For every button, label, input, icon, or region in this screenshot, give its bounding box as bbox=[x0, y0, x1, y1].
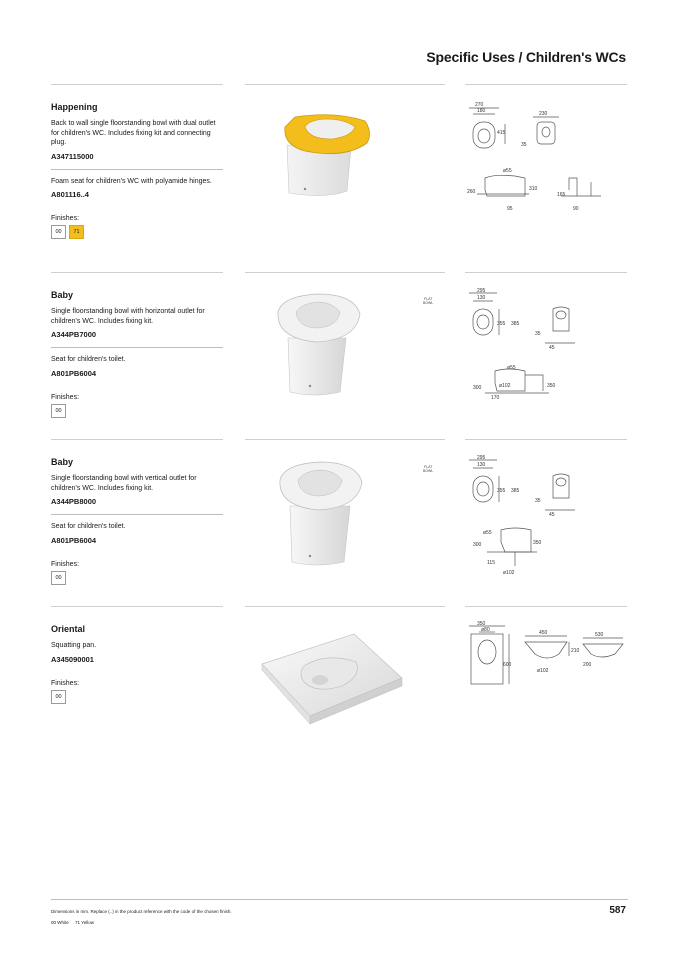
dim-label: 350 bbox=[547, 383, 556, 389]
dim-label: ø102 bbox=[537, 668, 549, 674]
dim-label: 300 bbox=[473, 385, 482, 391]
dim-label: 200 bbox=[583, 662, 592, 668]
section-rule bbox=[245, 272, 445, 273]
technical-drawing-baby-horizontal bbox=[465, 287, 625, 407]
divider bbox=[51, 347, 223, 348]
finish-swatches bbox=[51, 225, 223, 239]
dim-label: 355 bbox=[497, 321, 506, 327]
section-rule bbox=[51, 84, 223, 85]
dim-label: 295 bbox=[477, 288, 486, 294]
squatting-pan-photo bbox=[256, 628, 406, 728]
seat-description: Seat for children's toilet. bbox=[51, 523, 126, 530]
section-rule bbox=[245, 84, 445, 85]
dim-label: 385 bbox=[511, 321, 520, 327]
finishes-label: Finishes: bbox=[51, 215, 80, 222]
dim-label: 35 bbox=[521, 142, 527, 148]
product-baby-vertical bbox=[51, 457, 223, 585]
dim-label: 295 bbox=[477, 455, 486, 461]
product-name: Happening bbox=[51, 102, 98, 112]
finish-swatch-yellow: 71 bbox=[69, 225, 84, 239]
finish-swatch-white: 00 bbox=[51, 225, 66, 239]
product-name: Baby bbox=[51, 290, 74, 300]
toilet-photo-happening bbox=[275, 105, 385, 200]
dim-label: 180 bbox=[477, 108, 486, 114]
bowl-description: Squatting pan. bbox=[51, 642, 97, 649]
divider bbox=[51, 169, 223, 170]
finish-legend: 00 White 71 Yellow bbox=[51, 920, 95, 925]
section-rule bbox=[465, 272, 627, 273]
dim-label: ø80 bbox=[481, 627, 490, 633]
dim-label: 415 bbox=[497, 130, 506, 136]
section-rule bbox=[245, 606, 445, 607]
section-rule bbox=[245, 439, 445, 440]
dim-label: 600 bbox=[503, 662, 512, 668]
toilet-photo-baby-vertical bbox=[272, 456, 372, 568]
section-rule bbox=[51, 606, 223, 607]
dim-label: 350 bbox=[477, 621, 486, 627]
product-happening bbox=[51, 102, 223, 239]
bowl-description: Single floorstanding bowl with vertical outlet for children's WC. Includes fixing kit. bbox=[51, 475, 197, 492]
bowl-description: Single floorstanding bowl with horizontal outlet for children's WC. Includes fixing kit. bbox=[51, 308, 205, 325]
seat-description: Foam seat for children's WC with polyamide hinges. bbox=[51, 177, 212, 185]
technical-drawing-baby-vertical bbox=[465, 454, 625, 579]
flat-bowl-label: FLAT BOWL bbox=[423, 297, 434, 305]
dim-label: 165 bbox=[557, 192, 566, 198]
page-number: 587 bbox=[609, 905, 626, 916]
dim-label: 300 bbox=[473, 542, 482, 548]
dim-label: 95 bbox=[507, 206, 513, 212]
dim-label: ø102 bbox=[503, 570, 515, 576]
dim-label: 310 bbox=[529, 186, 538, 192]
bowl-code: A347115000 bbox=[51, 151, 94, 161]
finishes-label: Finishes: bbox=[51, 560, 80, 568]
dim-label: 260 bbox=[467, 189, 476, 195]
dim-label: ø102 bbox=[499, 383, 511, 389]
footer-note: Dimensions in mm. Replace (..) in the product reference with the code of the chosen finish. bbox=[51, 909, 232, 914]
section-rule bbox=[51, 439, 223, 440]
dim-label: ø55 bbox=[503, 168, 512, 174]
section-rule bbox=[465, 84, 627, 85]
dim-label: 385 bbox=[511, 488, 520, 494]
finish-swatches bbox=[51, 571, 223, 585]
seat-code: A801116..4 bbox=[51, 190, 89, 199]
dim-label: 130 bbox=[477, 462, 486, 468]
dim-label: 450 bbox=[539, 630, 548, 636]
dim-label: 35 bbox=[535, 498, 541, 504]
dim-label: 170 bbox=[491, 395, 500, 401]
bowl-code: A345090001 bbox=[51, 654, 94, 664]
divider bbox=[51, 514, 223, 515]
seat-code: A801PB6004 bbox=[51, 535, 97, 545]
dim-label: 35 bbox=[535, 331, 541, 337]
dim-label: 230 bbox=[539, 111, 548, 117]
dim-label: ø55 bbox=[507, 365, 516, 371]
section-rule bbox=[465, 606, 627, 607]
dim-label: 45 bbox=[549, 345, 555, 351]
dim-label: 350 bbox=[533, 540, 542, 546]
dim-label: ø55 bbox=[483, 530, 492, 536]
seat-code: A801PB6004 bbox=[51, 368, 97, 378]
finish-swatches bbox=[51, 404, 223, 418]
bowl-code: A344PB8000 bbox=[51, 497, 97, 506]
flat-bowl-label: FLAT BOWL bbox=[423, 465, 434, 473]
product-baby-horizontal bbox=[51, 290, 223, 418]
toilet-photo-baby-horizontal bbox=[270, 288, 370, 400]
bowl-description: Back to wall single floorstanding bowl with dual outlet for children's WC. Includes fixing kit and connecting plug. bbox=[51, 120, 216, 146]
finish-swatches bbox=[51, 690, 223, 704]
finishes-label: Finishes: bbox=[51, 679, 80, 687]
bowl-code: A344PB7000 bbox=[51, 330, 97, 339]
dim-label: 210 bbox=[571, 648, 580, 654]
section-rule bbox=[51, 272, 223, 273]
dim-label: 270 bbox=[475, 102, 484, 108]
dim-label: 355 bbox=[497, 488, 506, 494]
dim-label: 530 bbox=[595, 632, 604, 638]
dim-label: 130 bbox=[477, 295, 486, 301]
dim-label: 45 bbox=[549, 512, 555, 518]
page-title: Specific Uses / Children's WCs bbox=[426, 49, 626, 65]
dim-label: 90 bbox=[573, 206, 579, 212]
finishes-label: Finishes: bbox=[51, 393, 80, 401]
product-oriental bbox=[51, 624, 223, 704]
section-rule bbox=[465, 439, 627, 440]
product-name: Baby bbox=[51, 457, 74, 467]
technical-drawing-oriental bbox=[465, 620, 625, 690]
technical-drawing-happening bbox=[465, 98, 625, 218]
finish-swatch-white: 00 bbox=[51, 571, 66, 585]
finish-swatch-white: 00 bbox=[51, 690, 66, 704]
dim-label: 115 bbox=[487, 560, 495, 566]
seat-description: Seat for children's toilet. bbox=[51, 356, 126, 363]
finish-swatch-white: 00 bbox=[51, 404, 66, 418]
footer-rule bbox=[51, 899, 628, 900]
product-name: Oriental bbox=[51, 624, 86, 634]
